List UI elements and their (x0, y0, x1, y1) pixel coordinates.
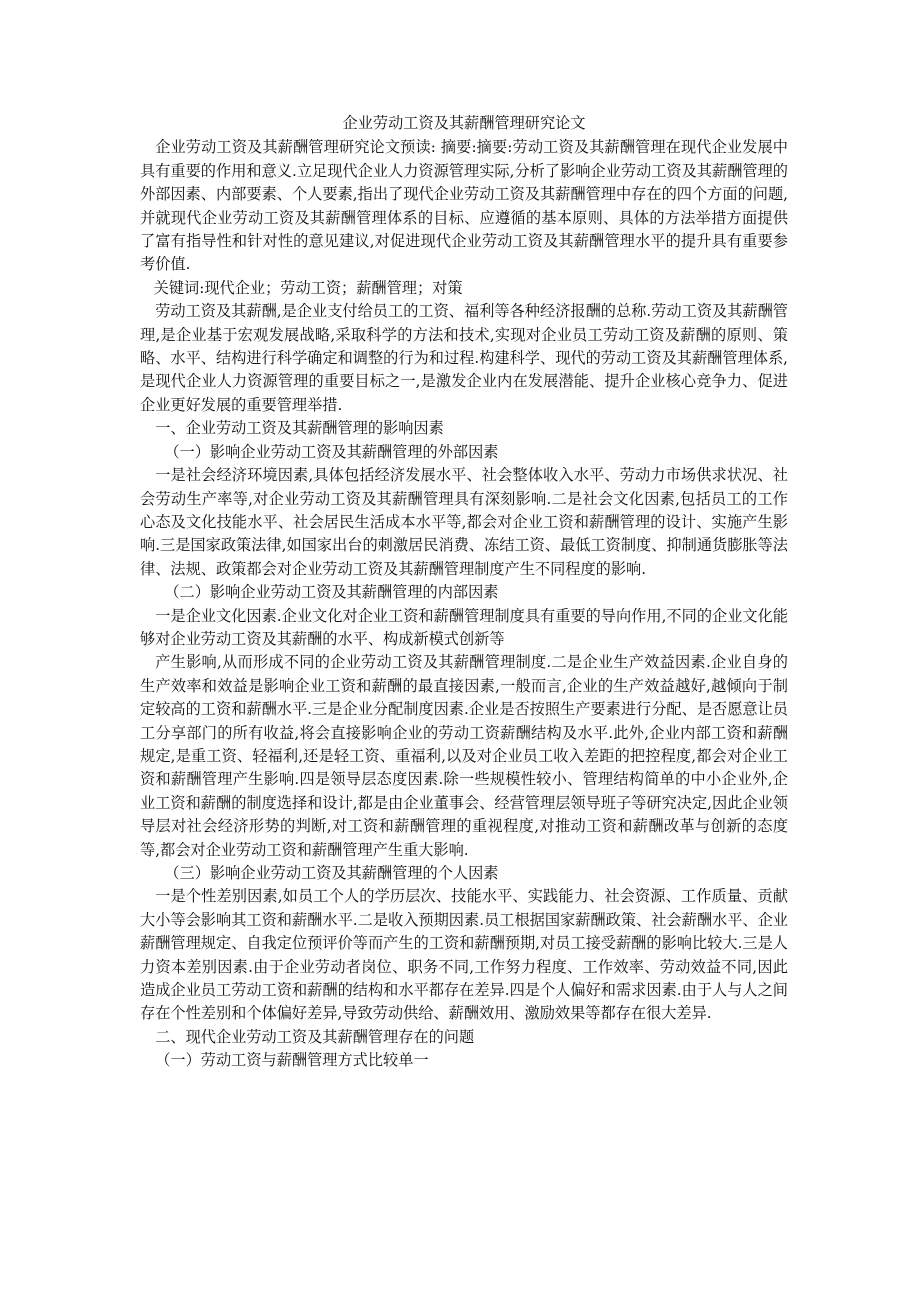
keywords-paragraph: 关键词:现代企业；劳动工资；薪酬管理；对策 (153, 278, 463, 297)
subsection-heading-1-3: （三）影响企业劳动工资及其薪酬管理的个人因素 (164, 864, 499, 882)
document-title: 企业劳动工资及其薪酬管理研究论文 (342, 114, 586, 132)
section-heading-2: 二、现代企业劳动工资及其薪酬管理存在的问题 (155, 1027, 475, 1046)
subsection-heading-2-1: （一）劳动工资与薪酬管理方式比较单一 (155, 1051, 429, 1070)
body-paragraph-internal-factors-a: 一是企业文化因素.企业文化对企业工资和薪酬管理制度具有重要的导向作用,不同的企业文化能够对企业劳动工资及其薪酬的水平、构成新模式创新等 (140, 606, 788, 648)
subsection-heading-1-2: （二）影响企业劳动工资及其薪酬管理的内部因素 (164, 583, 499, 602)
abstract-paragraph: 企业劳动工资及其薪酬管理研究论文预读: 摘要:摘要:劳动工资及其薪酬管理在现代企业发展中具有重要的作用和意义.立足现代企业人力资源管理实际,分析了影响企业劳动工资及其薪酬管理的外部因素、内部要素、个人要素,指出了现代企业劳动工资及其薪酬管理中存在的四个方面的问题,并就现代企业劳动工资及其薪酬管理体系的目标、应遵循的基本原则、具体的方法举措方面提供了富有指导性和针对性的意见建议,对促进现代企业劳动工资及其薪酬管理水平的提升具有重要参考价值. (140, 138, 788, 274)
document-page (140, 112, 788, 1073)
body-paragraph-personal-factors: 一是个性差别因素,如员工个人的学历层次、技能水平、实践能力、社会资源、工作质量、贡献大小等会影响其工资和薪酬水平.二是收入预期因素.员工根据国家薪酬政策、社会薪酬水平、企业薪酬管理规定、自我定位预评价等而产生的工资和薪酬预期,对员工接受薪酬的影响比较大.三是人力资本差别因素.由于企业劳动者岗位、职务不同,工作努力程度、工作效率、劳动效益不同,因此造成企业员工劳动工资和薪酬的结构和水平都存在差异.四是个人偏好和需求因素.由于人与人之间存在个性差别和个体偏好差异,导致劳动供给、薪酬效用、激励效果等都存在很大差异. (140, 887, 788, 1023)
body-paragraph-internal-factors-b: 产生影响,从而形成不同的企业劳动工资及其薪酬管理制度.二是企业生产效益因素.企业自身的生产效率和效益是影响企业工资和薪酬的最直接因素,一般而言,企业的生产效益越好,越倾向于制定较高的工资和薪酬水平.三是企业分配制度因素.企业是否按照生产要素进行分配、是否愿意让员工分享部门的所有收益,将会直接影响企业的劳动工资薪酬结构及水平.此外,企业内部工资和薪酬规定,是重工资、轻福利,还是轻工资、重福利,以及对企业员工收入差距的把控程度,都会对企业工资和薪酬管理产生影响.四是领导层态度因素.除一些规模性较小、管理结构简单的中小企业外,企业工资和薪酬的制度选择和设计,都是由企业董事会、经营管理层领导班子等研究决定,因此企业领导层对社会经济形势的判断,对工资和薪酬管理的重视程度,对推动工资和薪酬改革与创新的态度等,都会对企业劳动工资和薪酬管理产生重大影响. (140, 653, 788, 859)
intro-paragraph: 劳动工资及其薪酬,是企业支付给员工的工资、福利等各种经济报酬的总称.劳动工资及其薪酬管理,是企业基于宏观发展战略,采取科学的方法和技术,实现对企业员工劳动工资及薪酬的原则、策略、水平、结构进行科学确定和调整的行为和过程.构建科学、现代的劳动工资及其薪酬管理体系,是现代企业人力资源管理的重要目标之一,是激发企业内在发展潜能、提升企业核心竞争力、促进企业更好发展的重要管理举措. (140, 302, 788, 414)
section-heading-1: 一、企业劳动工资及其薪酬管理的影响因素 (155, 419, 444, 438)
subsection-heading-1-1: （一）影响企业劳动工资及其薪酬管理的外部因素 (164, 442, 499, 461)
body-paragraph-external-factors: 一是社会经济环境因素,具体包括经济发展水平、社会整体收入水平、劳动力市场供求状况、社会劳动生产率等,对企业劳动工资及其薪酬管理具有深刻影响.二是社会文化因素,包括员工的工作心态及文化技能水平、社会居民生活成本水平等,都会对企业工资和薪酬管理的设计、实施产生影响.三是国家政策法律,如国家出台的刺激居民消费、冻结工资、最低工资制度、抑制通货膨胀等法律、法规、政策都会对企业劳动工资及其薪酬管理制度产生不同程度的影响. (140, 466, 788, 578)
